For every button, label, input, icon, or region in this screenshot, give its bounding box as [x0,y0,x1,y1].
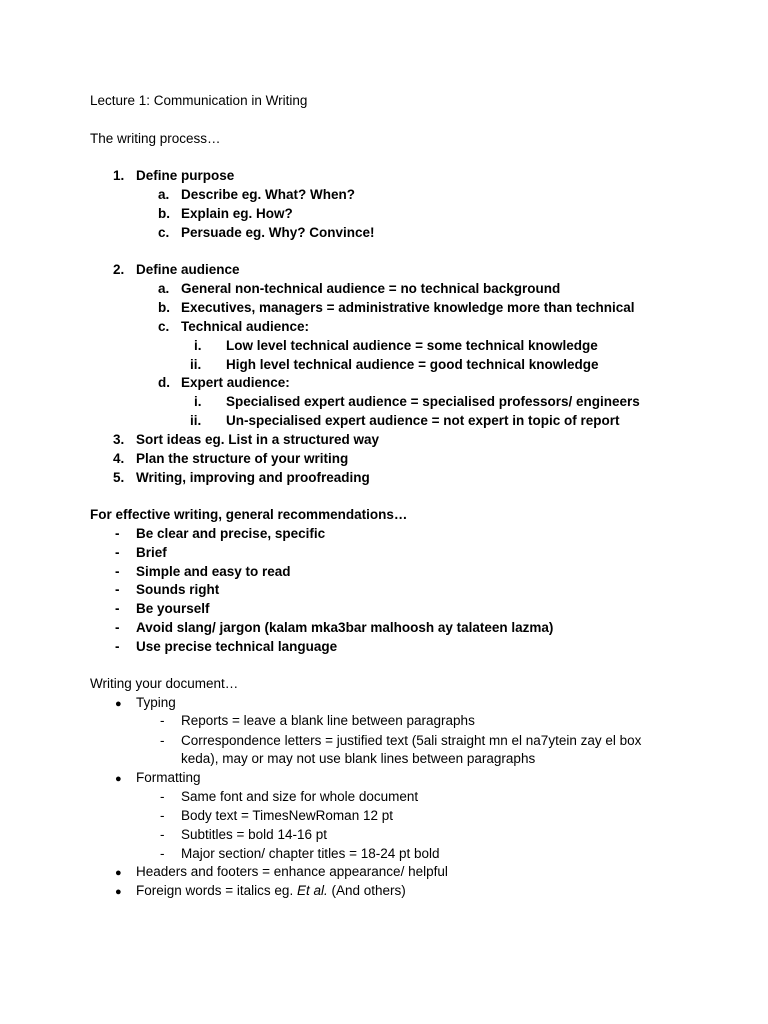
list-text: Describe eg. What? When? [181,187,356,202]
list-item [115,864,448,881]
list-number: 4. [113,451,125,466]
list-text: Define audience [136,262,240,277]
list-item [113,451,348,467]
dash-marker: - [115,564,120,579]
list-text: Writing, improving and proofreading [136,470,370,485]
list-item [115,620,553,636]
bullet-marker: ● [115,773,122,785]
dash-marker: - [115,639,120,654]
dash-marker: - [115,526,120,541]
document-title: Lecture 1: Communication in Writing [90,93,308,108]
list-item [158,319,309,335]
list-marker: b. [158,300,170,315]
list-marker: i. [194,394,202,409]
list-marker: a. [158,281,170,296]
dash-marker: - [160,846,165,861]
list-text: Typing [136,695,176,710]
list-item [158,225,375,241]
list-item [190,413,619,429]
list-marker: a. [158,187,170,202]
list-text: Plan the structure of your writing [136,451,349,466]
list-text: Simple and easy to read [136,564,291,579]
list-marker: ii. [190,413,202,428]
list-item [158,375,290,391]
list-item [194,394,640,410]
list-marker: i. [194,338,202,353]
list-item [113,432,379,448]
list-marker: c. [158,225,170,240]
list-item [158,300,635,316]
list-text: Major section/ chapter titles = 18-24 pt bold [181,846,440,861]
list-text: Brief [136,545,167,560]
list-item [160,733,641,749]
list-text: Define purpose [136,168,235,183]
list-text: Use precise technical language [136,639,338,654]
list-marker: d. [158,375,170,390]
list-text: High level technical audience = good technical knowledge [226,357,599,372]
list-marker: c. [158,319,170,334]
dash-marker: - [115,545,120,560]
list-text: Sounds right [136,582,220,597]
list-item [113,168,234,184]
list-item [115,582,219,598]
dash-marker: - [115,582,120,597]
list-item [194,338,598,354]
bullet-marker: ● [115,698,122,710]
list-item [160,827,327,843]
list-text: Correspondence letters = justified text (5ali straight mn el na7ytein zay el box [181,733,642,748]
list-text: Formatting [136,770,201,785]
list-text: Specialised expert audience = specialised professors/ engineers [226,394,640,409]
list-text: Explain eg. How? [181,206,293,221]
list-item [113,262,240,278]
list-text: General non-technical audience = no technical background [181,281,561,296]
list-number: 5. [113,470,125,485]
list-item [160,846,440,862]
bullet-marker: ● [115,867,122,879]
list-item [190,357,598,373]
list-item [115,883,406,900]
dash-marker: - [160,713,165,728]
recommendations-heading: For effective writing, general recommendations… [90,507,408,522]
list-text: Foreign words = italics eg. [136,883,294,898]
list-text: Expert audience: [181,375,290,390]
list-item [158,187,355,203]
list-item [158,281,560,297]
dash-marker: - [160,827,165,842]
dash-marker: - [160,789,165,804]
list-text: Sort ideas eg. List in a structured way [136,432,380,447]
dash-marker: - [160,733,165,748]
list-marker: ii. [190,357,202,372]
list-text: (And others) [331,883,406,898]
list-text: Technical audience: [181,319,310,334]
list-item [115,695,176,712]
list-text: Persuade eg. Why? Convince! [181,225,375,240]
list-text: Body text = TimesNewRoman 12 pt [181,808,393,823]
list-text: Low level technical audience = some technical knowledge [226,338,598,353]
list-text: Reports = leave a blank line between paragraphs [181,713,475,728]
list-text: Executives, managers = administrative knowledge more than technical [181,300,635,315]
list-item [115,545,167,561]
writing-document-heading: Writing your document… [90,676,239,691]
dash-marker: - [160,808,165,823]
list-item [115,564,291,580]
list-item [115,601,210,617]
list-number: 2. [113,262,125,277]
list-item [160,808,393,824]
list-item [160,789,418,805]
list-item [115,639,337,655]
list-text: Headers and footers = enhance appearance/ helpful [136,864,448,879]
italic-example: Et al. [296,883,328,898]
list-number: 3. [113,432,125,447]
process-intro: The writing process… [90,131,221,146]
bullet-marker: ● [115,886,122,898]
list-item [115,526,325,542]
list-text: Same font and size for whole document [181,789,419,804]
list-text-continued: keda), may or may not use blank lines between paragraphs [181,751,536,766]
list-item [115,770,201,787]
list-text: Un-specialised expert audience = not expert in topic of report [226,413,620,428]
list-number: 1. [113,168,125,183]
list-marker: b. [158,206,170,221]
dash-marker: - [115,601,120,616]
list-text: Be yourself [136,601,210,616]
list-text: Be clear and precise, specific [136,526,326,541]
list-text: Subtitles = bold 14-16 pt [181,827,327,842]
list-item [158,206,293,222]
list-item [160,713,475,729]
dash-marker: - [115,620,120,635]
list-text: Avoid slang/ jargon (kalam mka3bar malhoosh ay talateen lazma) [136,620,554,635]
list-item [113,470,370,486]
